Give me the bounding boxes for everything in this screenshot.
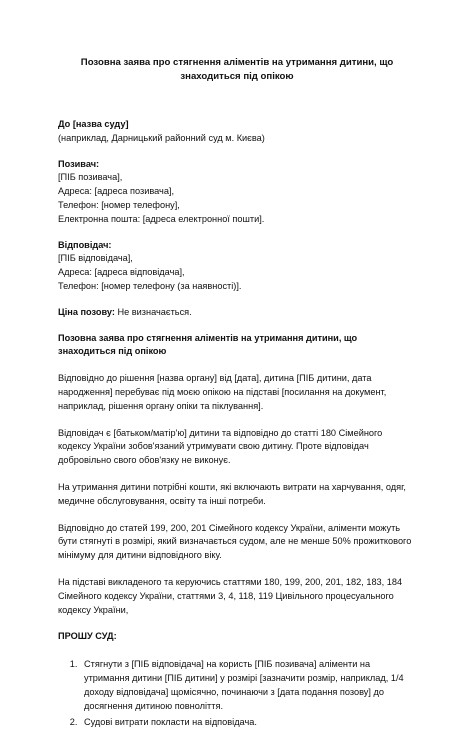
plaintiff-email: Електронна пошта: [адреса електронної пошти]. <box>58 213 265 224</box>
paragraph-legal-basis: На підставі викладеного та керуючись статтями 180, 199, 200, 201, 182, 183, 184 Сімейного кодексу України, статтями 3, 4, 118, 119 Цивільного процесуального кодексу України, <box>58 576 403 615</box>
plaintiff-phone: Телефон: [номер телефону], <box>58 199 180 210</box>
court-block <box>58 118 416 146</box>
defendant-block <box>58 239 416 294</box>
request-item: 1. Стягнути з [ПІБ відповідача] на користь [ПІБ позивача] аліменти на утримання дитини [ПІБ дитини] у розмірі [зазначити розмір, наприклад, 1/4 доходу відповідача] щомісячно, починаючи з [дата подання позову] до досягнення дитиною повноліття. <box>80 658 416 713</box>
defendant-phone: Телефон: [номер телефону (за наявності)]. <box>58 280 242 291</box>
defendant-label: Відповідач: <box>58 239 112 250</box>
request-heading: ПРОШУ СУД: <box>58 631 117 642</box>
request-item: 2. Судові витрати покласти на відповідача. <box>80 716 416 730</box>
claim-price <box>58 306 416 320</box>
paragraph-needs: На утримання дитини потрібні кошти, які включають витрати на харчування, одяг, медичне обслуговування, освіту та інші потреби. <box>58 481 406 506</box>
plaintiff-label: Позивач: <box>58 158 100 169</box>
court-example: (наприклад, Дарницький районний суд м. Києва) <box>58 132 265 143</box>
paragraph-guardianship: Відповідно до рішення [назва органу] від [дата], дитина [ПІБ дитини, дата народження] перебуває під моєю опікою на підставі [посилання на документ, наприклад, рішення органу опіки та піклування]. <box>58 373 387 411</box>
paragraph-obligation: Відповідач є [батьком/матір'ю] дитини та відповідно до статті 180 Сімейного кодексу України зобов'язаний утримувати свою дитину. Проте відповідач добровільно свого обов'язку не виконує. <box>58 427 383 466</box>
plaintiff-block <box>58 158 416 227</box>
document-subtitle: Позовна заява про стягнення аліментів на утримання дитини, що знаходиться під опікою <box>58 332 358 357</box>
plaintiff-address: Адреса: [адреса позивача], <box>58 186 175 197</box>
claim-price-label: Ціна позову: <box>58 306 115 317</box>
request-list <box>58 658 416 730</box>
defendant-name: [ПІБ відповідача], <box>58 253 133 264</box>
plaintiff-name: [ПІБ позивача], <box>58 172 123 183</box>
document-title: Позовна заява про стягнення аліментів на утримання дитини, що знаходиться під опікою <box>80 57 394 82</box>
paragraph-amount: Відповідно до статей 199, 200, 201 Сімейного кодексу України, аліменти можуть бути стягнуті в розмірі, який визначається судом, але не менше 50% прожиткового мінімуму для дитини відповідного віку. <box>58 522 412 561</box>
defendant-address: Адреса: [адреса відповідача], <box>58 267 185 278</box>
claim-price-value: Не визначається. <box>114 306 192 317</box>
court-label: До [назва суду] <box>58 119 129 129</box>
